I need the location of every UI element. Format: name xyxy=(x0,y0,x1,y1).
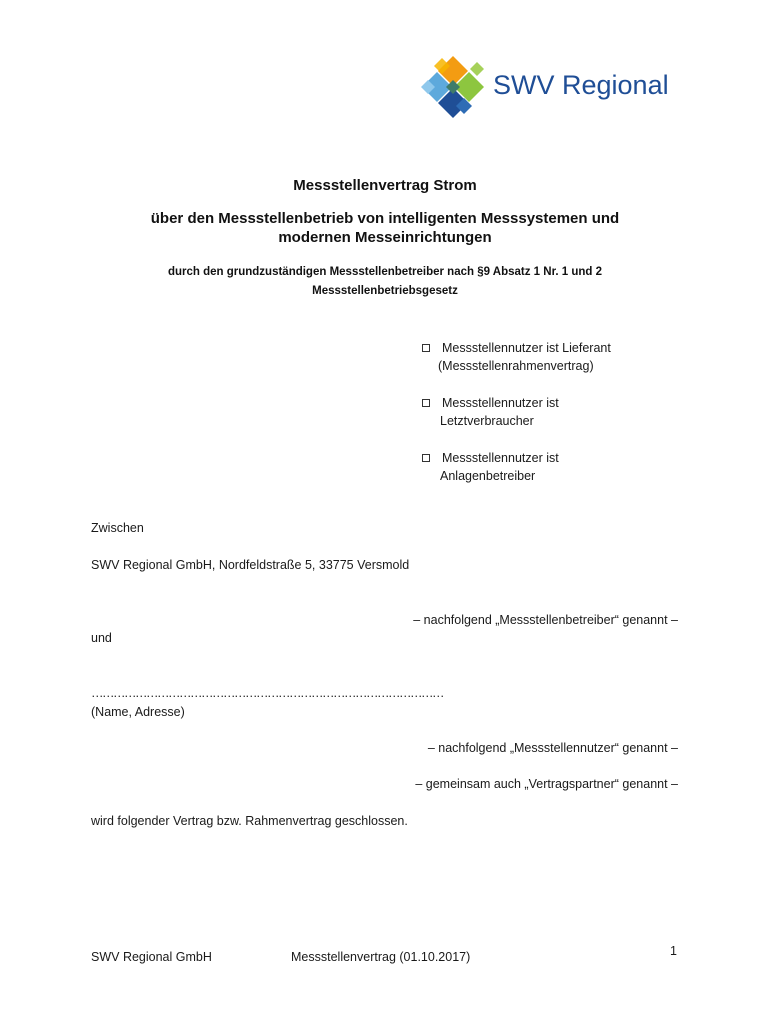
nutzer-designation: – nachfolgend „Messstellennutzer“ genannt – xyxy=(427,741,678,755)
betreiber-designation: – nachfolgend „Messstellenbetreiber“ genannt – xyxy=(413,613,678,627)
page-number: 1 xyxy=(670,944,677,958)
document-title: Messstellenvertrag Strom xyxy=(293,177,477,194)
company-address: SWV Regional GmbH, Nordfeldstraße 5, 33775 Versmold xyxy=(91,558,410,572)
document-page: SWV Regional Messstellenvertrag Strom über den Messstellenbetrieb von intelligenten Messsystemen und modernen Messeinrichtungen durch den grundzuständigen Messstellenbetreiber nach §9 Absatz 1 Nr. 1 und 2 Messstellenbetriebsgesetz Messstellennutzer ist Lieferant (Messstellenrahmenvertrag) Messstellennutzer ist Letztverbraucher Messstellennutzer ist Anlagenbetreiber Zwischen SWV Regional GmbH, Nordfeldstraße 5, 33775 Versmold – nachfolgend „Messstellenbetreiber“ genannt – und …………………………………………………………………………………… (Name, Adresse) – nachfolgend „Messstellennutzer“ genannt – – gemeinsam auch „Vertragspartner“ genannt – wird folgender Vertrag bzw. Rahmenvertrag geschlossen. SWV Regional GmbH Messstellenvertrag (01.10.2017) 1 xyxy=(0,0,770,1024)
partner-designation: – gemeinsam auch „Vertragspartner“ genannt – xyxy=(415,777,678,791)
closing-sentence: wird folgender Vertrag bzw. Rahmenvertrag geschlossen. xyxy=(91,814,408,828)
checkbox-icon[interactable] xyxy=(422,344,430,352)
logo-mark-icon xyxy=(420,54,486,120)
document-legal-basis: durch den grundzuständigen Messstellenbetreiber nach §9 Absatz 1 Nr. 1 und 2 Messstellenbetriebsgesetz xyxy=(167,266,603,297)
zwischen-label: Zwischen xyxy=(91,521,144,535)
name-address-label: (Name, Adresse) xyxy=(91,705,185,719)
und-label: und xyxy=(91,631,112,645)
checkbox-icon[interactable] xyxy=(422,399,430,407)
logo-wordmark: SWV Regional xyxy=(493,70,669,100)
company-logo xyxy=(420,54,670,120)
footer-company: SWV Regional GmbH xyxy=(91,950,212,964)
document-subtitle: über den Messstellenbetrieb von intelligenten Messsystemen und modernen Messeinrichtungen xyxy=(150,210,620,246)
footer-document-title: Messstellenvertrag (01.10.2017) xyxy=(291,950,471,964)
checkbox-icon[interactable] xyxy=(422,454,430,462)
name-address-field[interactable]: …………………………………………………………………………………… xyxy=(91,686,443,700)
